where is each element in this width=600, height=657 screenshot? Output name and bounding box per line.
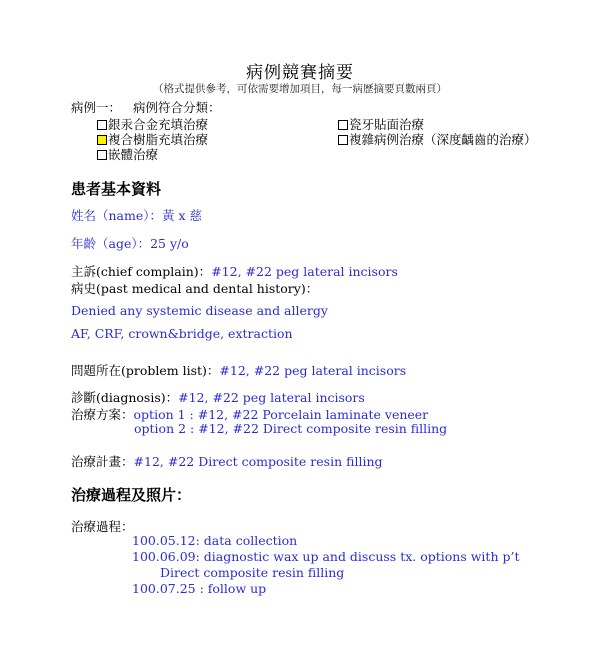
checkbox-icon[interactable] — [97, 150, 107, 160]
history-line: Denied any systemic disease and allergy — [71, 303, 328, 318]
treatment-option: option 1 : #12, #22 Porcelain laminate veneer — [133, 407, 429, 422]
diagnosis — [71, 388, 365, 406]
treatment-options-label: 治療方案： — [71, 407, 134, 422]
category-label-text: 銀汞合金充填治療 — [108, 117, 209, 132]
category-item — [97, 145, 158, 163]
patient-age: 年齡（age）：25 y/o — [71, 236, 189, 251]
history-label: 病史(past medical and dental history)： — [71, 281, 319, 296]
checkbox-icon[interactable] — [338, 135, 348, 145]
treatment-option: option 2 : #12, #22 Direct composite resin filling — [134, 421, 448, 436]
case-label: 病例一： — [71, 100, 122, 115]
category-label-text: 瓷牙貼面治療 — [349, 117, 425, 132]
section-heading-treatment-process: 治療過程及照片： — [71, 486, 192, 504]
problem-value: #12, #22 peg lateral incisors — [219, 363, 407, 378]
checkbox-icon[interactable] — [97, 120, 107, 130]
process-line: Direct composite resin filling — [160, 565, 345, 580]
page-title: 病例競賽摘要 — [246, 63, 354, 83]
diagnosis-value: #12, #22 peg lateral incisors — [178, 390, 365, 405]
section-heading-patient-info: 患者基本資料 — [71, 180, 162, 198]
process-line: 100.05.12: data collection — [132, 533, 298, 548]
category-label-text: 複雜病例治療（深度齲齒的治療） — [349, 132, 537, 147]
patient-name: 姓名（name）：黃 x 慈 — [71, 208, 203, 223]
category-label: 病例符合分類： — [133, 100, 221, 115]
treatment-plan-label: 治療計畫： — [71, 454, 134, 469]
chief-complaint — [71, 262, 398, 280]
process-line: 100.07.25 : follow up — [132, 581, 267, 596]
treatment-plan-value: #12, #22 Direct composite resin filling — [133, 454, 383, 469]
page-subtitle: （格式提供參考，可依需要增加項目，每一病歷摘要頁數兩頁） — [153, 83, 447, 95]
problem-label: 問題所在(problem list)： — [71, 363, 220, 378]
checkbox-icon[interactable] — [97, 135, 107, 145]
category-label-text: 複合樹脂充填治療 — [108, 132, 209, 147]
process-line: 100.06.09: diagnostic wax up and discuss tx. options with p’t — [132, 549, 520, 564]
history-line: AF, CRF, crown&bridge, extraction — [71, 326, 293, 341]
problem-list — [71, 361, 406, 379]
category-label-text: 嵌體治療 — [108, 147, 159, 162]
checkbox-icon[interactable] — [338, 120, 348, 130]
chief-complaint-label: 主訴(chief complain)： — [71, 264, 212, 279]
category-item — [338, 130, 537, 148]
chief-complaint-value: #12, #22 peg lateral incisors — [211, 264, 398, 279]
diagnosis-label: 診斷(diagnosis)： — [71, 390, 179, 405]
treatment-plan — [71, 452, 383, 470]
process-label: 治療過程： — [71, 519, 134, 534]
